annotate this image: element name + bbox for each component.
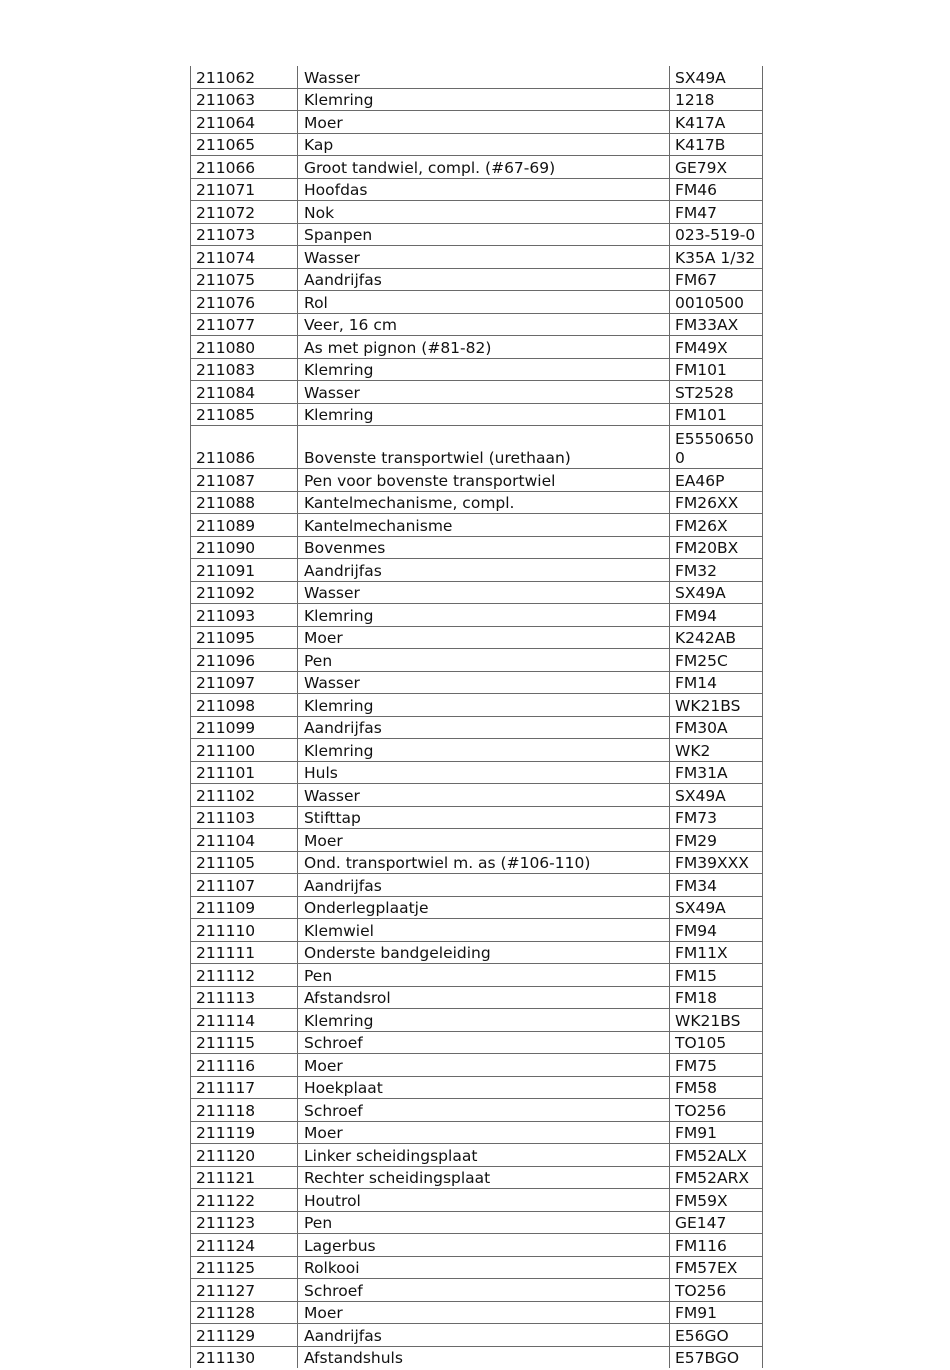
article-code-cell: FM91 xyxy=(670,1121,763,1144)
article-code-cell: K242AB xyxy=(670,626,763,649)
part-number-cell: 211063 xyxy=(191,88,298,111)
description-cell: Pen xyxy=(298,964,670,987)
table-row xyxy=(191,1256,763,1279)
part-number-cell: 211104 xyxy=(191,829,298,852)
description-cell: Wasser xyxy=(298,784,670,807)
part-number-cell: 211062 xyxy=(191,66,298,88)
article-code-cell: 1218 xyxy=(670,88,763,111)
part-number-cell: 211121 xyxy=(191,1166,298,1189)
table-row xyxy=(191,178,763,201)
description-cell: Moer xyxy=(298,1301,670,1324)
description-cell: Klemring xyxy=(298,403,670,426)
table-row xyxy=(191,1166,763,1189)
part-number-cell: 211071 xyxy=(191,178,298,201)
table-row xyxy=(191,604,763,627)
table-row xyxy=(191,1211,763,1234)
description-cell: Pen xyxy=(298,1211,670,1234)
part-number-cell: 211112 xyxy=(191,964,298,987)
description-cell: Rechter scheidingsplaat xyxy=(298,1166,670,1189)
part-number-cell: 211077 xyxy=(191,313,298,336)
table-row xyxy=(191,671,763,694)
table-row xyxy=(191,784,763,807)
table-row xyxy=(191,336,763,359)
article-code-cell: FM26XX xyxy=(670,491,763,514)
part-number-cell: 211103 xyxy=(191,806,298,829)
description-cell: Kantelmechanisme, compl. xyxy=(298,491,670,514)
table-row xyxy=(191,223,763,246)
article-code-cell: FM14 xyxy=(670,671,763,694)
table-row xyxy=(191,919,763,942)
article-code-cell: FM94 xyxy=(670,919,763,942)
part-number-cell: 211128 xyxy=(191,1301,298,1324)
table-row xyxy=(191,896,763,919)
table-row xyxy=(191,514,763,537)
table-row xyxy=(191,291,763,314)
table-row xyxy=(191,649,763,672)
table-row xyxy=(191,1031,763,1054)
part-number-cell: 211095 xyxy=(191,626,298,649)
part-number-cell: 211076 xyxy=(191,291,298,314)
part-number-cell: 211122 xyxy=(191,1189,298,1212)
table-row xyxy=(191,1099,763,1122)
part-number-cell: 211090 xyxy=(191,536,298,559)
table-row xyxy=(191,1076,763,1099)
description-cell: Wasser xyxy=(298,66,670,88)
description-cell: Huls xyxy=(298,761,670,784)
article-code-cell: WK21BS xyxy=(670,1009,763,1032)
description-cell: Hoekplaat xyxy=(298,1076,670,1099)
part-number-cell: 211130 xyxy=(191,1346,298,1368)
description-cell: Klemwiel xyxy=(298,919,670,942)
description-cell: Lagerbus xyxy=(298,1234,670,1257)
description-cell: Moer xyxy=(298,1054,670,1077)
article-code-cell: E57BGO xyxy=(670,1346,763,1368)
article-code-cell: FM59X xyxy=(670,1189,763,1212)
description-cell: Bovenste transportwiel (urethaan) xyxy=(298,426,670,469)
article-code-cell: WK2 xyxy=(670,739,763,762)
article-code-cell: TO105 xyxy=(670,1031,763,1054)
table-row xyxy=(191,268,763,291)
part-number-cell: 211096 xyxy=(191,649,298,672)
article-code-cell: FM39XXX xyxy=(670,851,763,874)
description-cell: Wasser xyxy=(298,381,670,404)
table-row xyxy=(191,1324,763,1347)
table-row xyxy=(191,626,763,649)
table-row xyxy=(191,694,763,717)
description-cell: Schroef xyxy=(298,1279,670,1302)
article-code-cell: FM116 xyxy=(670,1234,763,1257)
table-row xyxy=(191,536,763,559)
part-number-cell: 211084 xyxy=(191,381,298,404)
description-cell: Afstandshuls xyxy=(298,1346,670,1368)
article-code-cell: FM15 xyxy=(670,964,763,987)
article-code-cell: FM32 xyxy=(670,559,763,582)
article-code-cell: ST2528 xyxy=(670,381,763,404)
table-row xyxy=(191,426,763,469)
table-row xyxy=(191,761,763,784)
article-code-cell: 0010500 xyxy=(670,291,763,314)
article-code-cell: EA46P xyxy=(670,469,763,492)
description-cell: Moer xyxy=(298,111,670,134)
part-number-cell: 211105 xyxy=(191,851,298,874)
table-row xyxy=(191,1189,763,1212)
article-code-cell: FM101 xyxy=(670,358,763,381)
article-code-cell: FM101 xyxy=(670,403,763,426)
part-number-cell: 211115 xyxy=(191,1031,298,1054)
table-row xyxy=(191,559,763,582)
article-code-cell: TO256 xyxy=(670,1279,763,1302)
article-code-cell: FM67 xyxy=(670,268,763,291)
description-cell: Stifttap xyxy=(298,806,670,829)
table-row xyxy=(191,1144,763,1167)
part-number-cell: 211074 xyxy=(191,246,298,269)
article-code-cell: GE147 xyxy=(670,1211,763,1234)
part-number-cell: 211109 xyxy=(191,896,298,919)
article-code-cell: FM20BX xyxy=(670,536,763,559)
part-number-cell: 211064 xyxy=(191,111,298,134)
article-code-cell: FM29 xyxy=(670,829,763,852)
table-row xyxy=(191,874,763,897)
article-code-cell: E55506500 xyxy=(670,426,763,469)
description-cell: Afstandsrol xyxy=(298,986,670,1009)
part-number-cell: 211124 xyxy=(191,1234,298,1257)
table-row xyxy=(191,941,763,964)
article-code-cell: SX49A xyxy=(670,66,763,88)
description-cell: Kap xyxy=(298,133,670,156)
table-row xyxy=(191,1346,763,1368)
table-row xyxy=(191,851,763,874)
part-number-cell: 211113 xyxy=(191,986,298,1009)
table-row xyxy=(191,88,763,111)
description-cell: Veer, 16 cm xyxy=(298,313,670,336)
part-number-cell: 211102 xyxy=(191,784,298,807)
part-number-cell: 211087 xyxy=(191,469,298,492)
part-number-cell: 211073 xyxy=(191,223,298,246)
description-cell: Groot tandwiel, compl. (#67-69) xyxy=(298,156,670,179)
description-cell: Onderste bandgeleiding xyxy=(298,941,670,964)
part-number-cell: 211083 xyxy=(191,358,298,381)
description-cell: Bovenmes xyxy=(298,536,670,559)
table-row xyxy=(191,133,763,156)
article-code-cell: K417B xyxy=(670,133,763,156)
part-number-cell: 211110 xyxy=(191,919,298,942)
article-code-cell: FM33AX xyxy=(670,313,763,336)
article-code-cell: FM46 xyxy=(670,178,763,201)
part-number-cell: 211091 xyxy=(191,559,298,582)
table-row xyxy=(191,403,763,426)
description-cell: Spanpen xyxy=(298,223,670,246)
article-code-cell: FM52ARX xyxy=(670,1166,763,1189)
table-row xyxy=(191,1234,763,1257)
table-row xyxy=(191,156,763,179)
table-row xyxy=(191,381,763,404)
article-code-cell: FM47 xyxy=(670,201,763,224)
part-number-cell: 211092 xyxy=(191,581,298,604)
article-code-cell: FM75 xyxy=(670,1054,763,1077)
description-cell: Moer xyxy=(298,1121,670,1144)
part-number-cell: 211075 xyxy=(191,268,298,291)
table-row xyxy=(191,358,763,381)
description-cell: Klemring xyxy=(298,604,670,627)
description-cell: Linker scheidingsplaat xyxy=(298,1144,670,1167)
description-cell: Klemring xyxy=(298,358,670,381)
article-code-cell: FM73 xyxy=(670,806,763,829)
table-row xyxy=(191,1054,763,1077)
description-cell: Onderlegplaatje xyxy=(298,896,670,919)
table-row xyxy=(191,806,763,829)
part-number-cell: 211097 xyxy=(191,671,298,694)
part-number-cell: 211098 xyxy=(191,694,298,717)
article-code-cell: FM18 xyxy=(670,986,763,1009)
article-code-cell: E56GO xyxy=(670,1324,763,1347)
description-cell: Houtrol xyxy=(298,1189,670,1212)
table-row xyxy=(191,581,763,604)
description-cell: As met pignon (#81-82) xyxy=(298,336,670,359)
description-cell: Wasser xyxy=(298,671,670,694)
article-code-cell: FM57EX xyxy=(670,1256,763,1279)
part-number-cell: 211093 xyxy=(191,604,298,627)
part-number-cell: 211089 xyxy=(191,514,298,537)
description-cell: Hoofdas xyxy=(298,178,670,201)
article-code-cell: FM91 xyxy=(670,1301,763,1324)
article-code-cell: SX49A xyxy=(670,581,763,604)
description-cell: Rolkooi xyxy=(298,1256,670,1279)
description-cell: Klemring xyxy=(298,694,670,717)
article-code-cell: K35A 1/32 xyxy=(670,246,763,269)
description-cell: Ond. transportwiel m. as (#106-110) xyxy=(298,851,670,874)
article-code-cell: FM49X xyxy=(670,336,763,359)
description-cell: Klemring xyxy=(298,88,670,111)
description-cell: Pen voor bovenste transportwiel xyxy=(298,469,670,492)
table-row xyxy=(191,1009,763,1032)
article-code-cell: SX49A xyxy=(670,896,763,919)
part-number-cell: 211086 xyxy=(191,426,298,469)
description-cell: Rol xyxy=(298,291,670,314)
table-row xyxy=(191,313,763,336)
part-number-cell: 211114 xyxy=(191,1009,298,1032)
article-code-cell: FM11X xyxy=(670,941,763,964)
part-number-cell: 211065 xyxy=(191,133,298,156)
part-number-cell: 211100 xyxy=(191,739,298,762)
article-code-cell: FM58 xyxy=(670,1076,763,1099)
description-cell: Aandrijfas xyxy=(298,874,670,897)
table-row xyxy=(191,739,763,762)
part-number-cell: 211085 xyxy=(191,403,298,426)
description-cell: Pen xyxy=(298,649,670,672)
description-cell: Wasser xyxy=(298,246,670,269)
description-cell: Klemring xyxy=(298,1009,670,1032)
description-cell: Moer xyxy=(298,626,670,649)
article-code-cell: K417A xyxy=(670,111,763,134)
article-code-cell: FM30A xyxy=(670,716,763,739)
part-number-cell: 211099 xyxy=(191,716,298,739)
table-row xyxy=(191,986,763,1009)
part-number-cell: 211118 xyxy=(191,1099,298,1122)
article-code-cell: FM94 xyxy=(670,604,763,627)
part-number-cell: 211129 xyxy=(191,1324,298,1347)
table-row xyxy=(191,246,763,269)
parts-table xyxy=(190,66,763,1368)
table-row xyxy=(191,1301,763,1324)
description-cell: Klemring xyxy=(298,739,670,762)
article-code-cell: FM34 xyxy=(670,874,763,897)
part-number-cell: 211123 xyxy=(191,1211,298,1234)
table-row xyxy=(191,716,763,739)
article-code-cell: SX49A xyxy=(670,784,763,807)
article-code-cell: FM31A xyxy=(670,761,763,784)
description-cell: Wasser xyxy=(298,581,670,604)
part-number-cell: 211066 xyxy=(191,156,298,179)
table-row xyxy=(191,111,763,134)
part-number-cell: 211080 xyxy=(191,336,298,359)
part-number-cell: 211119 xyxy=(191,1121,298,1144)
part-number-cell: 211088 xyxy=(191,491,298,514)
part-number-cell: 211107 xyxy=(191,874,298,897)
part-number-cell: 211120 xyxy=(191,1144,298,1167)
description-cell: Aandrijfas xyxy=(298,559,670,582)
article-code-cell: WK21BS xyxy=(670,694,763,717)
table-row xyxy=(191,201,763,224)
table-row xyxy=(191,491,763,514)
description-cell: Aandrijfas xyxy=(298,1324,670,1347)
part-number-cell: 211125 xyxy=(191,1256,298,1279)
part-number-cell: 211072 xyxy=(191,201,298,224)
part-number-cell: 211116 xyxy=(191,1054,298,1077)
description-cell: Schroef xyxy=(298,1031,670,1054)
part-number-cell: 211117 xyxy=(191,1076,298,1099)
table-row xyxy=(191,1121,763,1144)
article-code-cell: TO256 xyxy=(670,1099,763,1122)
table-row xyxy=(191,829,763,852)
part-number-cell: 211127 xyxy=(191,1279,298,1302)
table-row xyxy=(191,1279,763,1302)
article-code-cell: GE79X xyxy=(670,156,763,179)
description-cell: Moer xyxy=(298,829,670,852)
parts-table-body xyxy=(191,66,763,1368)
article-code-cell: FM26X xyxy=(670,514,763,537)
part-number-cell: 211101 xyxy=(191,761,298,784)
description-cell: Aandrijfas xyxy=(298,716,670,739)
article-code-cell: FM52ALX xyxy=(670,1144,763,1167)
article-code-cell: 023-519-0 xyxy=(670,223,763,246)
table-row xyxy=(191,469,763,492)
description-cell: Schroef xyxy=(298,1099,670,1122)
description-cell: Nok xyxy=(298,201,670,224)
part-number-cell: 211111 xyxy=(191,941,298,964)
article-code-cell: FM25C xyxy=(670,649,763,672)
table-row xyxy=(191,66,763,88)
table-row xyxy=(191,964,763,987)
description-cell: Kantelmechanisme xyxy=(298,514,670,537)
description-cell: Aandrijfas xyxy=(298,268,670,291)
